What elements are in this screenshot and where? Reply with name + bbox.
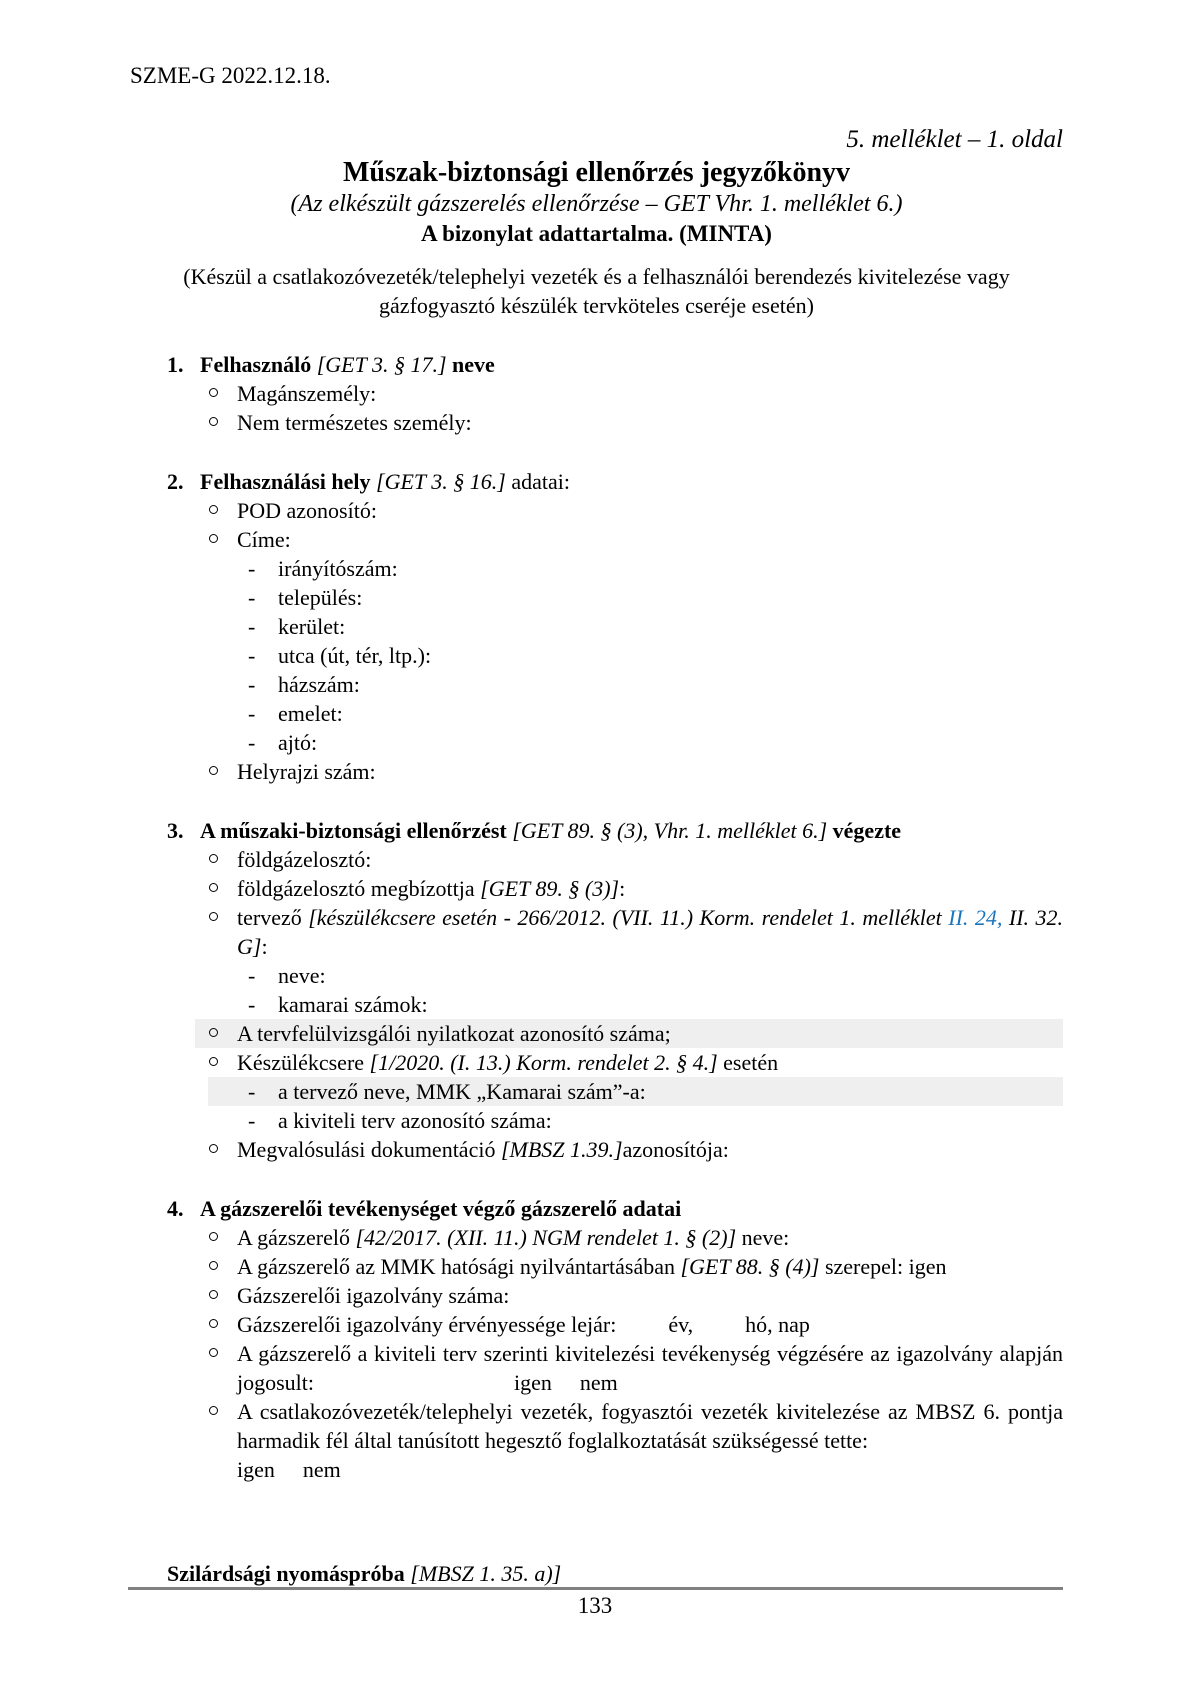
dash-bullet: - (248, 556, 256, 581)
field-label: Nem természetes személy: (237, 410, 472, 435)
doc-code: SZME-G 2022.12.18. (130, 63, 331, 88)
section-2 (130, 467, 1063, 786)
dash-bullet: - (248, 701, 256, 726)
field-label: A csatlakozóvezeték/telephelyi vezeték, fogyasztói vezeték kivitelezése az MBSZ 6. pontja harmadik fél által tanúsított hegesztő foglalkoztatását szükségessé tette: (237, 1399, 1063, 1453)
footer-divider (128, 1587, 1063, 1590)
circle-bullet-icon (209, 505, 218, 514)
field-kiviteli-terv-azonosito (130, 1106, 1063, 1135)
field-label: kerület: (278, 614, 346, 639)
circle-bullet-icon (209, 1261, 218, 1270)
circle-bullet-icon (209, 388, 218, 397)
field-pod-azonosito (130, 496, 1063, 525)
field-label: irányítószám: (278, 556, 398, 581)
circle-bullet-icon (209, 883, 218, 892)
section-4-number: 4. (167, 1196, 184, 1221)
dash-bullet: - (248, 1079, 256, 1104)
circle-bullet-icon (209, 766, 218, 775)
field-label: Készülékcsere (237, 1050, 370, 1075)
circle-bullet-icon (209, 1028, 218, 1037)
section-1-legal-ref: [GET 3. § 17.] (316, 352, 453, 377)
section-2-heading (130, 467, 1063, 496)
field-label: A gázszerelő az MMK hatósági nyilvántartásában (237, 1254, 681, 1279)
circle-bullet-icon (209, 1290, 218, 1299)
section-2-legal-ref: [GET 3. § 16.] (376, 469, 512, 494)
circle-bullet-icon (209, 912, 218, 921)
circle-bullet-icon (209, 1144, 218, 1153)
reference-link-ii-24[interactable]: II. 24, (948, 905, 1003, 930)
section-2-title-tail: adatai: (511, 469, 570, 494)
section-1-title-text: Felhasználó (200, 352, 317, 377)
field-tervfelulvizsgaloi-nyilatkozat (195, 1019, 1063, 1048)
section-1-heading (130, 350, 1063, 379)
document-subtitle: (Az elkészült gázszerelés ellenőrzése – GET Vhr. 1. melléklet 6.) (290, 191, 903, 217)
field-label: utca (út, tér, ltp.): (278, 643, 432, 668)
field-ajto (130, 728, 1063, 757)
legal-ref: [készülékcsere esetén - 266/2012. (VII. 11.) Korm. rendelet 1. melléklet (308, 905, 949, 930)
circle-bullet-icon (209, 534, 218, 543)
field-igazolvany-ervenyessege (130, 1310, 1063, 1339)
field-cime (130, 525, 1063, 554)
field-label: POD azonosító: (237, 498, 377, 523)
pressure-test-heading (130, 1559, 1063, 1588)
field-label: ajtó: (278, 730, 318, 755)
option-nem: nem (579, 1370, 618, 1395)
field-igazolvany-szama (130, 1281, 1063, 1310)
document-title: Műszak-biztonsági ellenőrzés jegyzőkönyv (342, 157, 851, 188)
field-keszulekcsere (130, 1048, 1063, 1077)
legal-ref: [1/2020. (I. 13.) Korm. rendelet 2. § 4.] (369, 1050, 718, 1075)
field-label: a tervező neve, MMK „Kamarai szám”-a: (278, 1079, 646, 1104)
field-ho-nap: hó, nap (745, 1312, 810, 1337)
section-3-heading (130, 816, 1063, 845)
dash-bullet: - (248, 672, 256, 697)
field-label: neve: (278, 963, 326, 988)
field-foldgazeloszto (130, 845, 1063, 874)
field-nem-termeszetes-szemely (130, 408, 1063, 437)
section-3-number: 3. (167, 818, 184, 843)
circle-bullet-icon (209, 1348, 218, 1357)
field-label: település: (278, 585, 363, 610)
field-label: földgázelosztó: (237, 847, 372, 872)
legal-ref: [42/2017. (XII. 11.) NGM rendelet 1. § (2)] (355, 1225, 737, 1250)
field-foldgazeloszto-megbizottja (130, 874, 1063, 903)
field-label: emelet: (278, 701, 343, 726)
section-3-title-tail: végezte (832, 818, 902, 843)
field-label-tail: esetén (717, 1050, 779, 1075)
field-helyrajzi-szam (130, 757, 1063, 786)
field-label: A gázszerelő a kiviteli terv szerinti kivitelezési tevékenység végzésére az igazolvány alapján jogosult: (237, 1341, 1063, 1395)
field-tervezo (130, 903, 1063, 961)
field-mmk-nyilvantartas (130, 1252, 1063, 1281)
field-emelet (130, 699, 1063, 728)
field-label: Magánszemély: (237, 381, 377, 406)
circle-bullet-icon (209, 1319, 218, 1328)
field-label: Címe: (237, 527, 291, 552)
option-igen: igen (514, 1370, 552, 1395)
field-label-tail: neve: (736, 1225, 790, 1250)
section-1 (130, 350, 1063, 437)
option-nem: nem (302, 1457, 341, 1482)
circle-bullet-icon (209, 1406, 218, 1415)
field-label: a kiviteli terv azonosító száma: (278, 1108, 552, 1133)
field-label-tail: azonosítója: (622, 1137, 729, 1162)
legal-ref: [MBSZ 1.39.] (500, 1137, 623, 1162)
annex-page-note: 5. melléklet – 1. oldal (846, 126, 1063, 153)
dash-bullet: - (248, 963, 256, 988)
colon: : (261, 934, 268, 959)
dash-bullet: - (248, 585, 256, 610)
pressure-test-title: Szilárdsági nyomáspróba (167, 1561, 411, 1586)
field-label: tervező (237, 905, 309, 930)
field-tervezo-neve (130, 961, 1063, 990)
field-kamarai-szamok (130, 990, 1063, 1019)
options-line (237, 1455, 1063, 1484)
dash-bullet: - (248, 730, 256, 755)
dash-bullet: - (248, 643, 256, 668)
field-hegeszto-foglalkoztatas (130, 1397, 1063, 1484)
field-hazszam (130, 670, 1063, 699)
field-telepules (130, 583, 1063, 612)
field-label: Gázszerelői igazolvány száma: (237, 1283, 510, 1308)
circle-bullet-icon (209, 1232, 218, 1241)
field-kiviteli-terv-jogosult (130, 1339, 1063, 1397)
pressure-test-ref: [MBSZ 1. 35. a)] (410, 1561, 562, 1586)
field-megvalosulasi-dokumentacio (130, 1135, 1063, 1164)
field-label: földgázelosztó megbízottja (237, 876, 481, 901)
section-1-number: 1. (167, 352, 184, 377)
dash-bullet: - (248, 992, 256, 1017)
option-igen: igen (237, 1457, 275, 1482)
field-gazszerelo-neve (130, 1223, 1063, 1252)
field-label: A tervfelülvizsgálói nyilatkozat azonosító száma; (237, 1021, 671, 1046)
section-2-number: 2. (167, 469, 184, 494)
page-content (130, 62, 1063, 1588)
section-4 (130, 1194, 1063, 1484)
field-ev: év, (668, 1312, 694, 1337)
field-label: kamarai számok: (278, 992, 428, 1017)
circle-bullet-icon (209, 417, 218, 426)
section-2-title-text: Felhasználási hely (200, 469, 377, 494)
legal-ref-tail: II. 32. G] (237, 905, 1064, 959)
section-3-title-text: A műszaki-biztonsági ellenőrzést (200, 818, 513, 843)
dash-bullet: - (248, 1108, 256, 1133)
field-label: Megvalósulási dokumentáció (237, 1137, 501, 1162)
circle-bullet-icon (209, 1057, 218, 1066)
page-number: 133 (577, 1593, 613, 1618)
section-3 (130, 816, 1063, 1164)
section-4-title-text: A gázszerelői tevékenységet végző gázszerelő adatai (200, 1196, 682, 1221)
field-maganszemely (130, 379, 1063, 408)
field-label-tail: szerepel: igen (819, 1254, 947, 1279)
legal-ref: [GET 89. § (3)] (480, 876, 620, 901)
intro-paragraph: (Készül a csatlakozóvezeték/telephelyi vezeték és a felhasználói berendezés kivitelezése vagy gázfogyasztó készülék tervköteles cseréje esetén) (183, 264, 1010, 318)
field-label: Helyrajzi szám: (237, 759, 376, 784)
document-type-line: A bizonylat adattartalma. (MINTA) (421, 221, 772, 246)
colon: : (619, 876, 626, 901)
field-tervezo-neve-mmk-kamarai-szam (208, 1077, 1063, 1106)
section-3-legal-ref: [GET 89. § (3), Vhr. 1. melléklet 6.] (512, 818, 833, 843)
field-iranyitoszam (130, 554, 1063, 583)
section-1-title-tail: neve (452, 352, 495, 377)
circle-bullet-icon (209, 854, 218, 863)
section-4-heading (130, 1194, 1063, 1223)
field-label: házszám: (278, 672, 360, 697)
field-label: Gázszerelői igazolvány érvényessége lejár: (237, 1312, 617, 1337)
legal-ref: [GET 88. § (4)] (680, 1254, 820, 1279)
dash-bullet: - (248, 614, 256, 639)
field-utca (130, 641, 1063, 670)
field-label: A gázszerelő (237, 1225, 356, 1250)
field-kerulet (130, 612, 1063, 641)
